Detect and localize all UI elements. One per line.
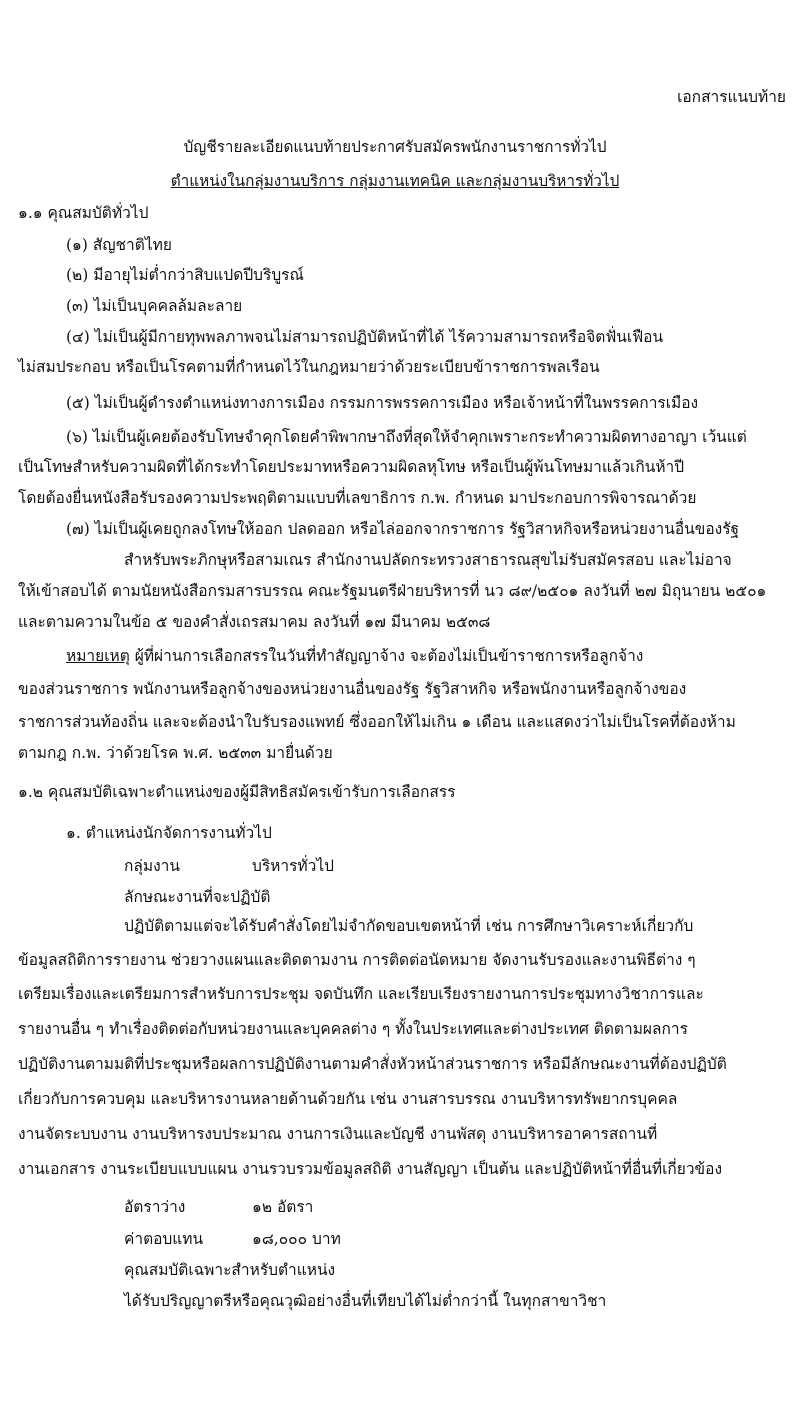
qualification-item-1: (๑) สัญชาติไทย — [66, 236, 172, 254]
qualification-item-6: (๖) ไม่เป็นผู้เคยต้องรับโทษจำคุกโดยคำพิพากษาถึงที่สุดให้จำคุกเพราะกระทำความผิดทางอาญา เว้นแต่ — [66, 428, 747, 446]
qualification-item-6-cont-2: โดยต้องยื่นหนังสือรับรองความประพฤติตามแบบที่เลขาธิการ ก.พ. กำหนด มาประกอบการพิจารณาด้วย — [18, 489, 697, 507]
duties-line-2: ข้อมูลสถิติการรายงาน ช่วยวางแผนและติดตามงาน การติดต่อนัดหมาย จัดงานรับรองและงานพิธีต่าง ๆ — [18, 951, 696, 969]
monk-exclusion-line-3: และตามความในข้อ ๕ ของคำสั่งเถรสมาคม ลงวันที่ ๑๗ มีนาคม ๒๕๓๘ — [18, 613, 491, 631]
salary-label: ค่าตอบแทน — [124, 1230, 204, 1248]
qualification-item-2: (๒) มีอายุไม่ต่ำกว่าสิบแปดปีบริบูรณ์ — [66, 266, 304, 284]
duties-line-7: งานจัดระบบงาน งานบริหารงบประมาณ งานการเงินและบัญชี งานพัสดุ งานบริหารอาคารสถานที่ — [18, 1125, 658, 1143]
qualification-item-7: (๗) ไม่เป็นผู้เคยถูกลงโทษให้ออก ปลดออก หรือไล่ออกจากราชการ รัฐวิสาหกิจหรือหน่วยงานอื่นของรัฐ — [66, 520, 740, 538]
vacancy-label: อัตราว่าง — [124, 1198, 186, 1216]
qualification-item-3: (๓) ไม่เป็นบุคคลล้มละลาย — [66, 297, 243, 315]
attachment-label: เอกสารแนบท้าย — [677, 88, 786, 106]
salary-value: ๑๘,๐๐๐ บาท — [252, 1230, 341, 1248]
qualification-item-5: (๕) ไม่เป็นผู้ดำรงตำแหน่งทางการเมือง กรรมการพรรคการเมือง หรือเจ้าหน้าที่ในพรรคการเมือง — [66, 394, 699, 412]
duties-line-6: เกี่ยวกับการควบคุม และบริหารงานหลายด้านด้วยกัน เช่น งานสารบรรณ งานบริหารทรัพยากรบุคคล — [18, 1090, 678, 1108]
note-label: หมายเหตุ — [66, 647, 130, 665]
note-line-2: ของส่วนราชการ พนักงานหรือลูกจ้างของหน่วยงานอื่นของรัฐ รัฐวิสาหกิจ หรือพนักงานหรือลูกจ้างของ — [18, 680, 687, 698]
group-label: กลุ่มงาน — [124, 857, 180, 875]
group-value: บริหารทั่วไป — [252, 857, 334, 875]
note-text: ผู้ที่ผ่านการเลือกสรรในวันที่ทำสัญญาจ้าง จะต้องไม่เป็นข้าราชการหรือลูกจ้าง — [134, 647, 644, 665]
monk-exclusion-line-2: ให้เข้าสอบได้ ตามนัยหนังสือกรมสารบรรณ คณะรัฐมนตรีฝ่ายบริหารที่ นว ๘๙/๒๕๐๑ ลงวันที่ ๒๗ มิถุนายน ๒๕๐๑ — [18, 582, 767, 600]
note-line-3: ราชการส่วนท้องถิ่น และจะต้องนำใบรับรองแพทย์ ซึ่งออกให้ไม่เกิน ๑ เดือน และแสดงว่าไม่เป็นโรคที่ต้องห้าม — [18, 713, 736, 731]
qualification-item-4: (๔) ไม่เป็นผู้มีกายทุพพลภาพจนไม่สามารถปฏิบัติหน้าที่ได้ ไร้ความสามารถหรือจิตฟั่นเฟือน — [66, 328, 664, 346]
document-subtitle: ตำแหน่งในกลุ่มงานบริการ กลุ่มงานเทคนิค และกลุ่มงานบริหารทั่วไป — [170, 172, 620, 190]
section-1-1-heading: ๑.๑ คุณสมบัติทั่วไป — [18, 204, 149, 222]
qualification-text: ได้รับปริญญาตรีหรือคุณวุฒิอย่างอื่นที่เทียบได้ไม่ต่ำกว่านี้ ในทุกสาขาวิชา — [124, 1292, 607, 1310]
duties-line-1: ปฏิบัติตามแต่จะได้รับคำสั่งโดยไม่จำกัดขอบเขตหน้าที่ เช่น การศึกษาวิเคราะห์เกี่ยวกับ — [124, 917, 694, 935]
monk-exclusion-line-1: สำหรับพระภิกษุหรือสามเณร สำนักงานปลัดกระทรวงสาธารณสุขไม่รับสมัครสอบ และไม่อาจ — [124, 551, 732, 569]
vacancy-value: ๑๒ อัตรา — [252, 1198, 314, 1216]
position-title: ๑. ตำแหน่งนักจัดการงานทั่วไป — [66, 824, 272, 842]
section-1-2-heading: ๑.๒ คุณสมบัติเฉพาะตำแหน่งของผู้มีสิทธิสมัครเข้ารับการเลือกสรร — [18, 783, 456, 801]
document-title: บัญชีรายละเอียดแนบท้ายประกาศรับสมัครพนักงานราชการทั่วไป — [183, 138, 607, 156]
note-line-1 — [66, 645, 643, 667]
note-line-4: ตามกฎ ก.พ. ว่าด้วยโรค พ.ศ. ๒๕๓๓ มายื่นด้วย — [18, 744, 333, 762]
duties-line-3: เตรียมเรื่องและเตรียมการสำหรับการประชุม จดบันทึก และเรียบเรียงรายงานการประชุมทางวิชาการและ — [18, 985, 704, 1003]
qualification-item-6-cont-1: เป็นโทษสำหรับความผิดที่ได้กระทำโดยประมาทหรือความผิดลหุโทษ หรือเป็นผู้พ้นโทษมาแล้วเกินห้าปี — [18, 458, 685, 476]
qualification-item-4-cont: ไม่สมประกอบ หรือเป็นโรคตามที่กำหนดไว้ในกฎหมายว่าด้วยระเบียบข้าราชการพลเรือน — [18, 358, 600, 376]
duties-line-5: ปฏิบัติงานตามมติที่ประชุมหรือผลการปฏิบัติงานตามคำสั่งหัวหน้าส่วนราชการ หรือมีลักษณะงานที่ต้องปฏิบัติ — [18, 1055, 727, 1073]
duties-line-4: รายงานอื่น ๆ ทำเรื่องติดต่อกับหน่วยงานและบุคคลต่าง ๆ ทั้งในประเทศและต่างประเทศ ติดตามผลการ — [18, 1020, 688, 1038]
duties-line-8: งานเอกสาร งานระเบียบแบบแผน งานรวบรวมข้อมูลสถิติ งานสัญญา เป็นต้น และปฏิบัติหน้าที่อื่นที่เกี่ยวข้อง — [18, 1160, 723, 1178]
duties-label: ลักษณะงานที่จะปฏิบัติ — [124, 888, 271, 906]
qualification-label: คุณสมบัติเฉพาะสำหรับตำแหน่ง — [124, 1261, 336, 1279]
